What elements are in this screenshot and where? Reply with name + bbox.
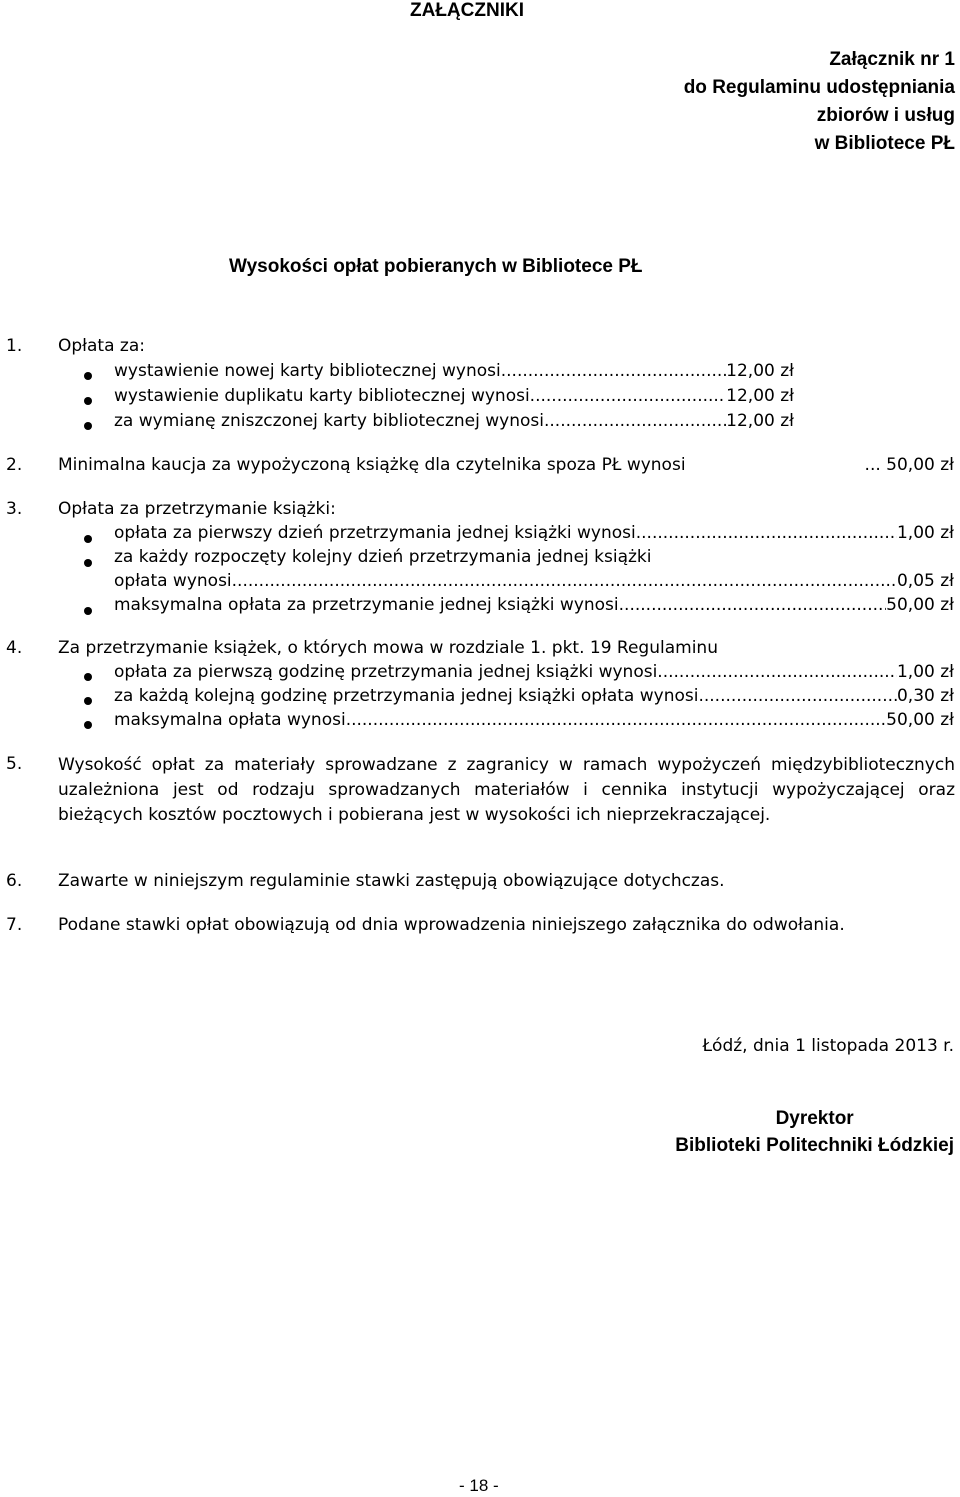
fee-row <box>114 523 954 543</box>
section-3-heading: Opłata za przetrzymanie książki: <box>58 499 336 519</box>
section-5-text: Wysokość opłat za materiały sprowadzane z zagranicy w ramach wypożyczeń międzybibliotecznych uzależniona jest od rodzaju sprowadzanych materiałów i cennika instytucji wypożyczającej oraz bieżących kosztów pocztowych i pobierana jest w wysokości ich nieprzekraczającej. <box>58 755 955 825</box>
section-4-number: 4. <box>6 638 23 658</box>
bullet-icon <box>84 372 92 380</box>
section-3-number: 3. <box>6 499 23 519</box>
fee-amount: 12,00 zł <box>726 411 794 431</box>
bullet-icon <box>84 673 92 681</box>
section-5-number: 5. <box>6 754 23 774</box>
section-7-number: 7. <box>6 915 23 935</box>
section-2-label: Minimalna kaucja za wypożyczoną książkę dla czytelnika spoza PŁ wynosi <box>58 455 686 475</box>
bullet-icon <box>84 422 92 430</box>
signature-institution: Biblioteki Politechniki Łódzkiej <box>675 1135 954 1156</box>
fee-label: maksymalna opłata za przetrzymanie jednej książki wynosi <box>114 595 619 615</box>
leader-dots <box>636 523 897 543</box>
fee-label: opłata za pierwszą godzinę przetrzymania jednej książki wynosi <box>114 662 658 682</box>
section-2-number: 2. <box>6 455 23 475</box>
fee-amount: 0,05 zł <box>896 571 954 591</box>
section-1-heading: Opłata za: <box>58 336 145 356</box>
annex-reference <box>684 46 955 158</box>
fee-row <box>114 361 794 381</box>
fee-amount: 50,00 zł <box>886 710 954 730</box>
fee-label: za każdą kolejną godzinę przetrzymania jednej książki opłata wynosi <box>114 686 699 706</box>
section-6-text: Zawarte w niniejszym regulaminie stawki zastępują obowiązujące dotychczas. <box>58 871 725 891</box>
fee-label: opłata za pierwszy dzień przetrzymania jednej książki wynosi <box>114 523 636 543</box>
fee-label: maksymalna opłata wynosi <box>114 710 346 730</box>
leader-dots <box>232 571 897 591</box>
fee-row <box>114 662 954 682</box>
fee-row <box>114 595 954 615</box>
signature-title: Dyrektor <box>775 1108 854 1129</box>
document-heading: ZAŁĄCZNIKI <box>410 0 524 21</box>
annex-line-2: do Regulaminu udostępniania <box>683 77 955 98</box>
bullet-icon <box>84 559 92 567</box>
page-number: - 18 - <box>459 1476 499 1495</box>
fee-row <box>114 386 794 406</box>
fee-label: wystawienie duplikatu karty bibliotecznej wynosi <box>114 386 530 406</box>
section-1-number: 1. <box>6 336 23 356</box>
fee-amount: 0,30 zł <box>896 686 954 706</box>
place-date: Łódź, dnia 1 listopada 2013 r. <box>702 1036 954 1056</box>
leader-dots <box>346 710 886 730</box>
fee-amount: 1,00 zł <box>896 662 954 682</box>
signature-block <box>675 1105 954 1159</box>
section-4-heading: Za przetrzymanie książek, o których mowa w rozdziale 1. pkt. 19 Regulaminu <box>58 638 718 658</box>
fee-label: wystawienie nowej karty bibliotecznej wynosi <box>114 361 501 381</box>
section-7-text: Podane stawki opłat obowiązują od dnia wprowadzenia niniejszego załącznika do odwołania. <box>58 915 845 935</box>
leader-dots <box>698 686 897 706</box>
fee-amount: 1,00 zł <box>896 523 954 543</box>
annex-line-4: w Bibliotece PŁ <box>814 133 955 154</box>
annex-line-3: zbiorów i usług <box>816 105 955 126</box>
fee-amount: 12,00 zł <box>726 361 794 381</box>
section-2-amount: ... 50,00 zł <box>864 455 954 475</box>
bullet-icon <box>84 697 92 705</box>
annex-line-1: Załącznik nr 1 <box>829 49 955 70</box>
leader-dots <box>544 411 726 431</box>
leader-dots <box>501 361 726 381</box>
bullet-icon <box>84 535 92 543</box>
fee-label: opłata wynosi <box>114 571 232 591</box>
bullet-icon <box>84 397 92 405</box>
leader-dots <box>619 595 887 615</box>
bullet-icon <box>84 721 92 729</box>
fee-amount: 50,00 zł <box>886 595 954 615</box>
leader-dots <box>657 662 897 682</box>
fee-row <box>114 710 954 730</box>
bullet-icon <box>84 607 92 615</box>
leader-dots <box>530 386 727 406</box>
fee-amount: 12,00 zł <box>726 386 794 406</box>
fee-label: za wymianę zniszczonej karty bibliotecznej wynosi <box>114 411 544 431</box>
fee-row <box>114 686 954 706</box>
document-title: Wysokości opłat pobieranych w Bibliotece PŁ <box>229 256 643 277</box>
section-6-number: 6. <box>6 871 23 891</box>
fee-row <box>114 411 794 431</box>
fee-row <box>114 571 954 591</box>
fee-text: za każdy rozpoczęty kolejny dzień przetrzymania jednej książki <box>114 547 652 567</box>
